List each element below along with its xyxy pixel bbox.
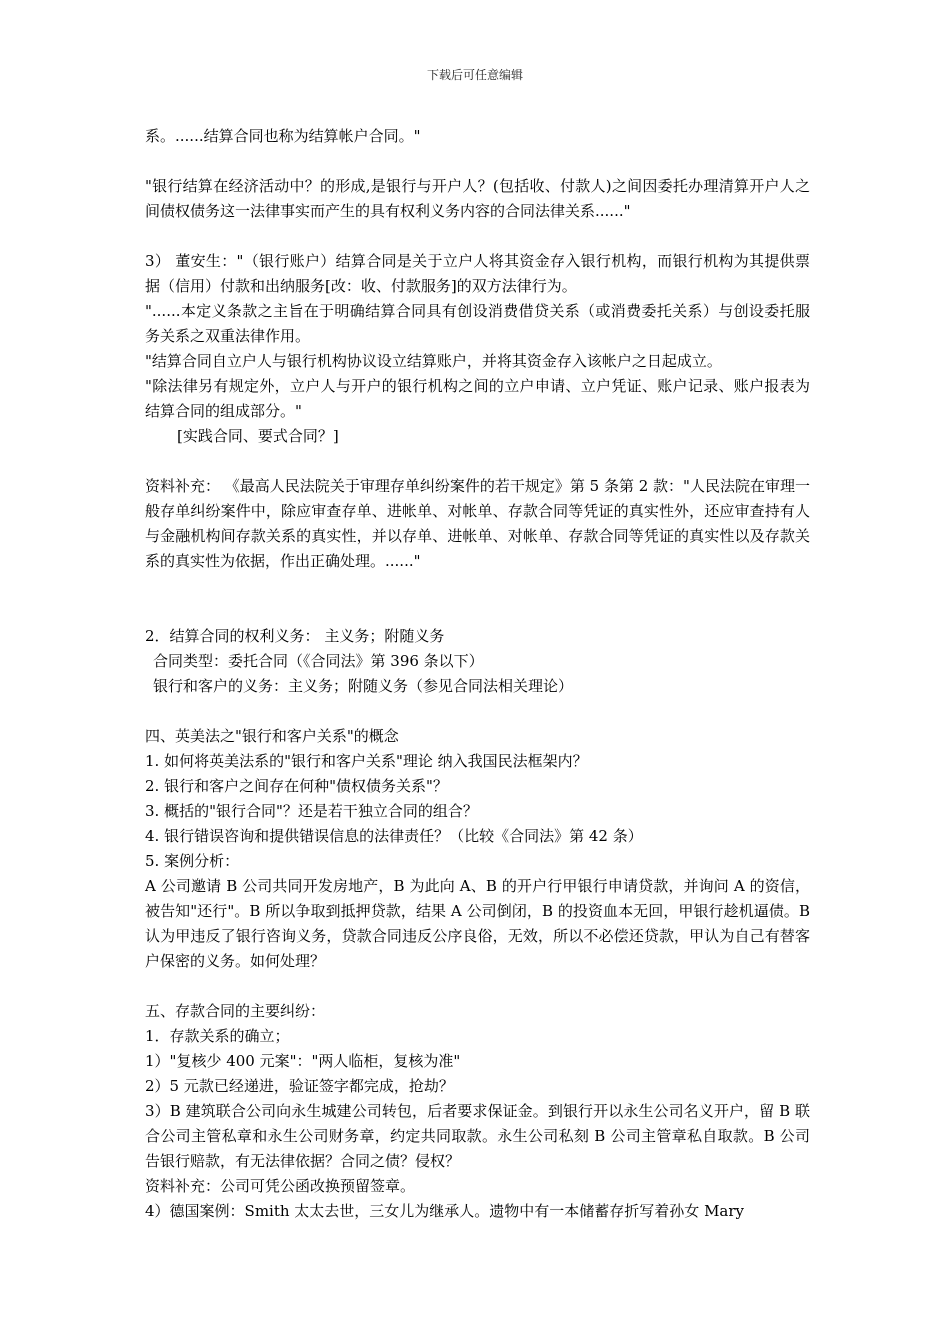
list-item: 5. 案例分析： (145, 852, 240, 870)
paragraph: A 公司邀请 B 公司共同开发房地产，B 为此向 A、B 的开户行甲银行申请贷款，并询问 A 的资信，被告知"还行"。B 所以争取到抵押贷款，结果 A 公司倒闭，B 的投资血本无回，甲银行趁机逼债。B 认为甲违反了银行咨询义务，贷款合同违反公序良俗，无效，所以不必偿还贷款，甲认为自己有替客户保密的义务。如何处理？ (145, 877, 810, 970)
list-item: 1．存款关系的确立； (145, 1027, 290, 1045)
paragraph: "银行结算在经济活动中？的形成,是银行与开户人？(包括收、付款人)之间因委托办理清算开户人之间债权债务这一法律事实而产生的具有权利义务内容的合同法律关系......" (145, 177, 810, 220)
document-body (145, 124, 810, 1224)
section-heading: 五、存款合同的主要纠纷： (145, 1002, 326, 1020)
section-heading: 2．结算合同的权利义务： 主义务；附随义务 (145, 627, 445, 645)
paragraph: 资料补充： 《最高人民法院关于审理存单纠纷案件的若干规定》第 5 条第 2 款："人民法院在审理一般存单纠纷案件中，除应审查存单、进帐单、对帐单、存款合同等凭证的真实性外，还应审查持有人与金融机构间存款关系的真实性，并以存单、进帐单、对帐单、存款合同等凭证的真实性以及存款关系的真实性为依据，作出正确处理。......" (145, 477, 810, 570)
list-item: 1. 如何将英美法系的"银行和客户关系"理论 纳入我国民法框架内？ (145, 752, 588, 770)
list-item: 2. 银行和客户之间存在何种"债权债务关系"？ (145, 777, 448, 795)
paragraph: 3） 董安生："（银行账户）结算合同是关于立户人将其资金存入银行机构，而银行机构为其提供票据（信用）付款和出纳服务[改：收、付款服务]的双方法律行为。 (145, 252, 810, 295)
paragraph: 系。......结算合同也称为结算帐户合同。" (145, 127, 421, 145)
paragraph: 银行和客户的义务：主义务；附随义务（参见合同法相关理论） (153, 677, 574, 695)
list-item: 3. 概括的"银行合同"？还是若干独立合同的组合？ (145, 802, 478, 820)
paragraph: "结算合同自立户人与银行机构协议设立结算账户，并将其资金存入该帐户之日起成立。 (145, 352, 722, 370)
list-item: 4）德国案例：Smith 太太去世，三女儿为继承人。遗物中有一本储蓄存折写着孙女 Mary (145, 1202, 745, 1220)
paragraph: 资料补充：公司可凭公函改换预留签章。 (145, 1177, 416, 1195)
paragraph: "除法律另有规定外，立户人与开户的银行机构之间的立户申请、立户凭证、账户记录、账户报表为结算合同的组成部分。" (145, 377, 810, 420)
paragraph: 合同类型：委托合同（《合同法》第 396 条以下） (153, 652, 484, 670)
section-heading: 四、英美法之"银行和客户关系"的概念 (145, 727, 399, 745)
paragraph: "......本定义条款之主旨在于明确结算合同具有创设消费借贷关系（或消费委托关系）与创设委托服务关系之双重法律作用。 (145, 302, 810, 345)
list-item: 4. 银行错误咨询和提供错误信息的法律责任？（比较《合同法》第 42 条） (145, 827, 643, 845)
paragraph: [实践合同、要式合同？] (177, 427, 339, 445)
list-item: 2）5 元款已经递进，验证签字都完成，抢劫？ (145, 1077, 454, 1095)
list-item: 3）B 建筑联合公司向永生城建公司转包，后者要求保证金。到银行开以永生公司名义开户，留 B 联合公司主管私章和永生公司财务章，约定共同取款。永生公司私刻 B 公司主管章私自取款。B 公司告银行赔款，有无法律依据？合同之债？侵权？ (145, 1102, 810, 1170)
list-item: 1）"复核少 400 元案"："两人临柜，复核为准" (145, 1052, 461, 1070)
page-header: 下载后可任意编辑 (426, 68, 523, 82)
